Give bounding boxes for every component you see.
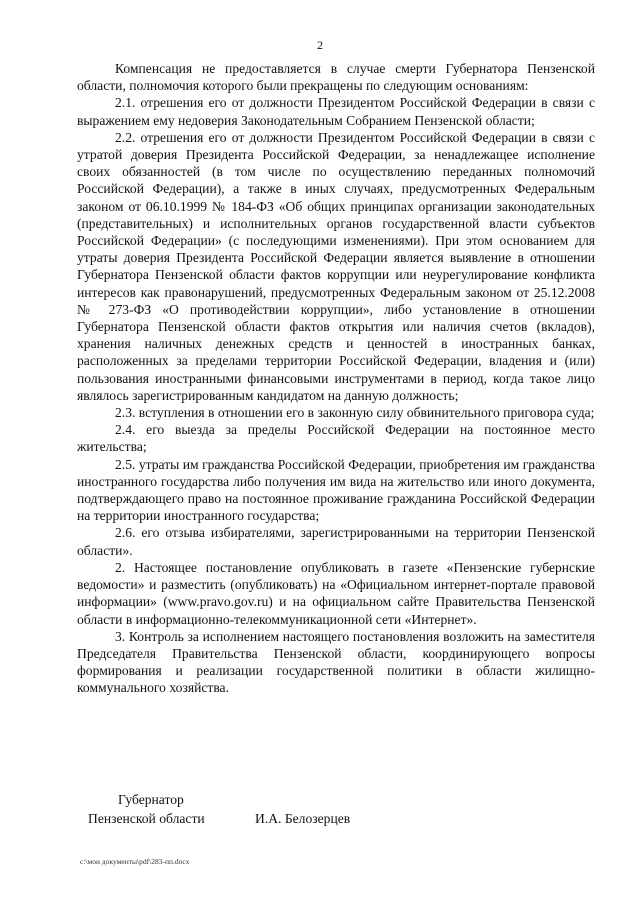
paragraph-2-3: 2.3. вступления в отношении его в законную силу обвинительного приговора суда; — [115, 405, 595, 421]
paragraph-2-4: 2.4. его выезда за пределы Российской Федерации на постоянное место жительства; — [77, 422, 595, 455]
paragraph-control: 3. Контроль за исполнением настоящего постановления возложить на заместителя Председателя Правительства Пензенской области, координирующего вопросы формирования и реализации государственной политики в области жилищно-коммунального хозяйства. — [77, 628, 595, 696]
paragraph-publication: 2. Настоящее постановление опубликовать в газете «Пензенские губернские ведомости» и разместить (опубликовать) на «Официальном интернет-портале правовой информации» (www.pravo.gov.ru) и на официальном сайте Правительства Пензенской области в информационно-телекоммуникационной сети «Интернет». — [77, 559, 595, 627]
page-number: 2 — [317, 38, 323, 52]
signature-name: И.А. Белозерцев — [255, 811, 351, 826]
paragraph-2-2: 2.2. отрешения его от должности Президентом Российской Федерации в связи с утратой доверия Президента Российской Федерации, за ненадлежащее исполнение своих обязанностей (в том числе по осуществлению переданных полномочий Российской Федерации), а также в иных случаях, предусмотренных Федеральным законом от 06.10.1999 № 184-ФЗ «Об общих принципах организации законодательных (представительных) и исполнительных органов государственной власти субъектов Российской Федерации» (с последующими изменениями). При этом основанием для утраты доверия Президента Российской Федерации является выявление в отношении Губернатора Пензенской области фактов коррупции или неурегулирование конфликта интересов как правонарушений, предусмотренных Федеральным законом от 25.12.2008 № 273-ФЗ «О противодействии коррупции», либо установление в отношении Губернатора Пензенской области фактов открытия или наличия счетов (вкладов), хранения наличных денежных средств и ценностей в иностранных банках, расположенных за пределами территории Российской Федерации, владения и (или) пользования иностранными финансовыми инструментами в период, когда такое лицо являлось зарегистрированным кандидатом на данную должность; — [77, 129, 595, 403]
paragraph-compensation-intro: Компенсация не предоставляется в случае смерти Губернатора Пензенской области, полномочия которого были прекращены по следующим основаниям: — [77, 61, 595, 94]
file-path-footer: c:\мои документы\pdf\283-пп.docx — [80, 857, 190, 866]
paragraph-2-5: 2.5. утраты им гражданства Российской Федерации, приобретения им гражданства иностранного государства либо получения им вида на жительство или иного документа, подтверждающего право на постоянное проживание гражданина Российской Федерации на территории иностранного государства; — [77, 456, 595, 524]
paragraph-2-1: 2.1. отрешения его от должности Президентом Российской Федерации в связи с выражением ему недоверия Законодательным Собранием Пензенской области; — [77, 95, 595, 128]
signature-title-line2: Пензенской области — [88, 811, 205, 826]
paragraph-2-6: 2.6. его отзыва избирателями, зарегистрированными на территории Пензенской области». — [77, 525, 595, 558]
signature-title-line1: Губернатор — [118, 792, 184, 807]
document-body — [77, 60, 595, 697]
signature-block — [88, 790, 351, 828]
